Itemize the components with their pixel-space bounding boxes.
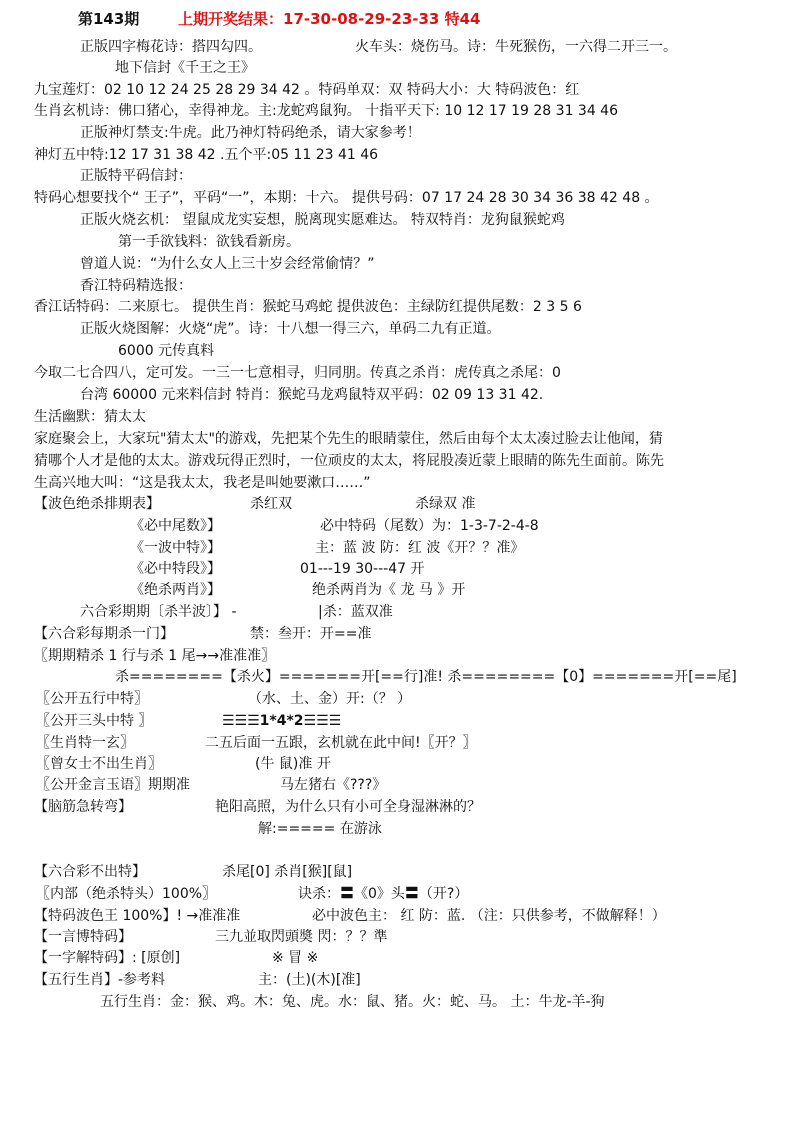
tail-value: 必中特码（尾数）为：1-3-7-2-4-8 [320, 518, 539, 534]
one-wave-value: 主：蓝 波 防：红 波《开？？准》 [315, 540, 525, 556]
taoist-saying: 曾道人说：“为什么女人上三十岁会经常偷情？” [80, 256, 375, 272]
envelope-title: 正版特平码信封： [80, 168, 192, 184]
five-element-label: 〖公开五行中特〗 [36, 691, 148, 707]
lamp-five-special: 神灯五中特:12 17 31 38 42 .五个平:05 11 23 41 46 [34, 147, 379, 163]
taiwan-envelope: 台湾 60000 元来料信封 特肖：猴蛇马龙鸡鼠特双平码：02 09 13 31 42. [80, 387, 544, 403]
five-element-zodiac-label: 【五行生肖】-参考料 [34, 972, 166, 988]
precise-kill-value: 杀========【杀火】=======开[==行]准! 杀========【0】=======开[==尾] [115, 669, 737, 685]
special-code-line: 特码心想要找个“ 王子”，平码“一”，本期：十六。 提供号码：07 17 24 28 30 34 36 38 42 48 。 [34, 190, 659, 206]
one-char-label: 【一字解特码】: [原创] [34, 950, 181, 966]
last-result: 上期开奖结果：17-30-08-29-23-33 特44 [178, 10, 481, 28]
plum-poem: 正版四字梅花诗：搭四勾四。 [80, 39, 262, 55]
kill-green-double: 杀绿双 准 [415, 496, 476, 512]
zodiac-mystery-poem: 生肖玄机诗：佛口猪心，幸得神龙。主:龙蛇鸡鼠狗。 十指平天下: 10 12 17 19 28 31 34 46 [34, 103, 618, 119]
hk-report-title: 香江特码精选报： [80, 278, 192, 294]
lamp-forbidden: 正版神灯禁支:牛虎。此乃神灯特码绝杀，请大家参考！ [80, 125, 421, 141]
wave-king-value: 必中波色主： 红 防：蓝. （注：只供参考，不做解释！） [312, 908, 666, 924]
riddle-question: 艳阳高照，为什么只有小可全身湿淋淋的？ [215, 799, 481, 815]
humor-text-3: 生高兴地大叫：“这是我太太，我老是叫她要漱口……” [34, 475, 371, 491]
riddle-label: 【脑筋急转弯】 [34, 799, 132, 815]
first-hand-info: 第一手欲钱料：欲钱看新房。 [118, 234, 300, 250]
golden-words-label: 〖公开金言玉语〗期期准 [36, 777, 190, 793]
two-zodiac-value: 绝杀两肖为《 龙 马 》开 [312, 582, 466, 598]
madam-zeng-label: 〖曾女士不出生肖〗 [36, 756, 162, 772]
kill-one-gate-value: 禁：叁开：开==准 [250, 626, 372, 642]
half-wave-label: 六合彩期期〔杀半波〕】 - [80, 604, 237, 620]
precise-kill-title: 〖期期精杀 1 行与杀 1 尾→→准准准〗 [34, 648, 276, 664]
three-head-value: ☰☰☰1*4*2☰☰☰ [222, 713, 342, 729]
no-special-label: 【六合彩不出特】 [34, 864, 146, 880]
kill-red-double: 杀红双 [250, 496, 292, 512]
humor-title: 生活幽默：猜太太 [34, 409, 146, 425]
color-kill-schedule: 【波色绝杀排期表】 [34, 496, 160, 512]
segment-label: 《必中特段》】 [130, 561, 221, 577]
five-element-value: （水、土、金）开:（？ ） [248, 691, 412, 707]
half-wave-value: |杀：蓝双准 [318, 604, 393, 620]
internal-kill-value: 诀杀：〓《0》头〓（开?） [298, 886, 469, 902]
internal-kill-label: 〖内部（绝杀特头）100%〗 [36, 886, 217, 902]
zodiac-mystery-label: 〖生肖特一玄〗 [36, 735, 134, 751]
five-element-zodiac-list: 五行生肖：金：猴、鸡。木：兔、虎。水：鼠、猪。火：蛇、马。 土：牛龙-羊-狗 [100, 994, 605, 1010]
five-element-zodiac-value: 主：(土)(木)[准] [258, 972, 361, 988]
nine-treasure-lamp: 九宝莲灯：02 10 12 24 25 28 29 34 42 。特码单双：双 特码大小：大 特码波色：红 [34, 82, 580, 98]
riddle-answer: 解:===== 在游泳 [258, 821, 382, 837]
wave-king-label: 【特码波色王 100%】! →准准准 [34, 908, 241, 924]
fire-mystery: 正版火烧玄机： 望鼠成龙实妄想，脱离现实愿难达。 特双特肖：龙狗鼠猴蛇鸡 [80, 212, 565, 228]
segment-value: 01---19 30---47 开 [300, 561, 425, 577]
one-word-bet-label: 【一言博特码】 [34, 929, 132, 945]
underground-envelope: 地下信封《千王之王》 [115, 60, 255, 76]
humor-text-2: 猜哪个人才是他的太太。游戏玩得正烈时，一位顽皮的太太，将屁股凑近蒙上眼睛的陈先生面前。陈先 [34, 453, 664, 469]
hk-special-code: 香江话特码：二来原七。 提供生肖：猴蛇马鸡蛇 提供波色：主绿防红提供尾数：2 3 5 6 [34, 299, 582, 315]
one-wave-label: 《一波中特》】 [130, 540, 221, 556]
train-head: 火车头：烧伤马。诗：牛死猴伤，一六得二开三一。 [355, 39, 677, 55]
tail-label: 《必中尾数》】 [130, 518, 221, 534]
two-zodiac-label: 《绝杀两肖》】 [130, 582, 221, 598]
humor-text-1: 家庭聚会上，大家玩"猜太太"的游戏，先把某个先生的眼睛蒙住，然后由每个太太凑过脸去让他闻，猜 [34, 431, 663, 447]
fire-illustration: 正版火烧图解：火烧“虎”。诗：十八想一得三六，单码二九有正道。 [80, 321, 501, 337]
issue-number: 第143期 [78, 10, 140, 28]
fax-info-title: 6000 元传真料 [118, 343, 215, 359]
no-special-value: 杀尾[0] 杀肖[猴][鼠] [222, 864, 353, 880]
zodiac-mystery-value: 二五后面一五跟，玄机就在此中间!〖开？〗 [205, 735, 477, 751]
one-char-value: ※ 冒 ※ [272, 950, 319, 966]
three-head-label: 〖公开三头中特 〗 [36, 713, 153, 729]
kill-one-gate-label: 【六合彩每期杀一门】 [34, 626, 174, 642]
madam-zeng-value: (牛 鼠)准 开 [255, 756, 331, 772]
golden-words-value: 马左猪右《???》 [280, 777, 387, 793]
fax-info-content: 今取二七合四八，定可发。一三一七意相寻，归同朋。传真之杀肖：虎传真之杀尾：0 [34, 365, 561, 381]
one-word-bet-value: 三九並取閃頭奬 閃：？？準 [215, 929, 388, 945]
